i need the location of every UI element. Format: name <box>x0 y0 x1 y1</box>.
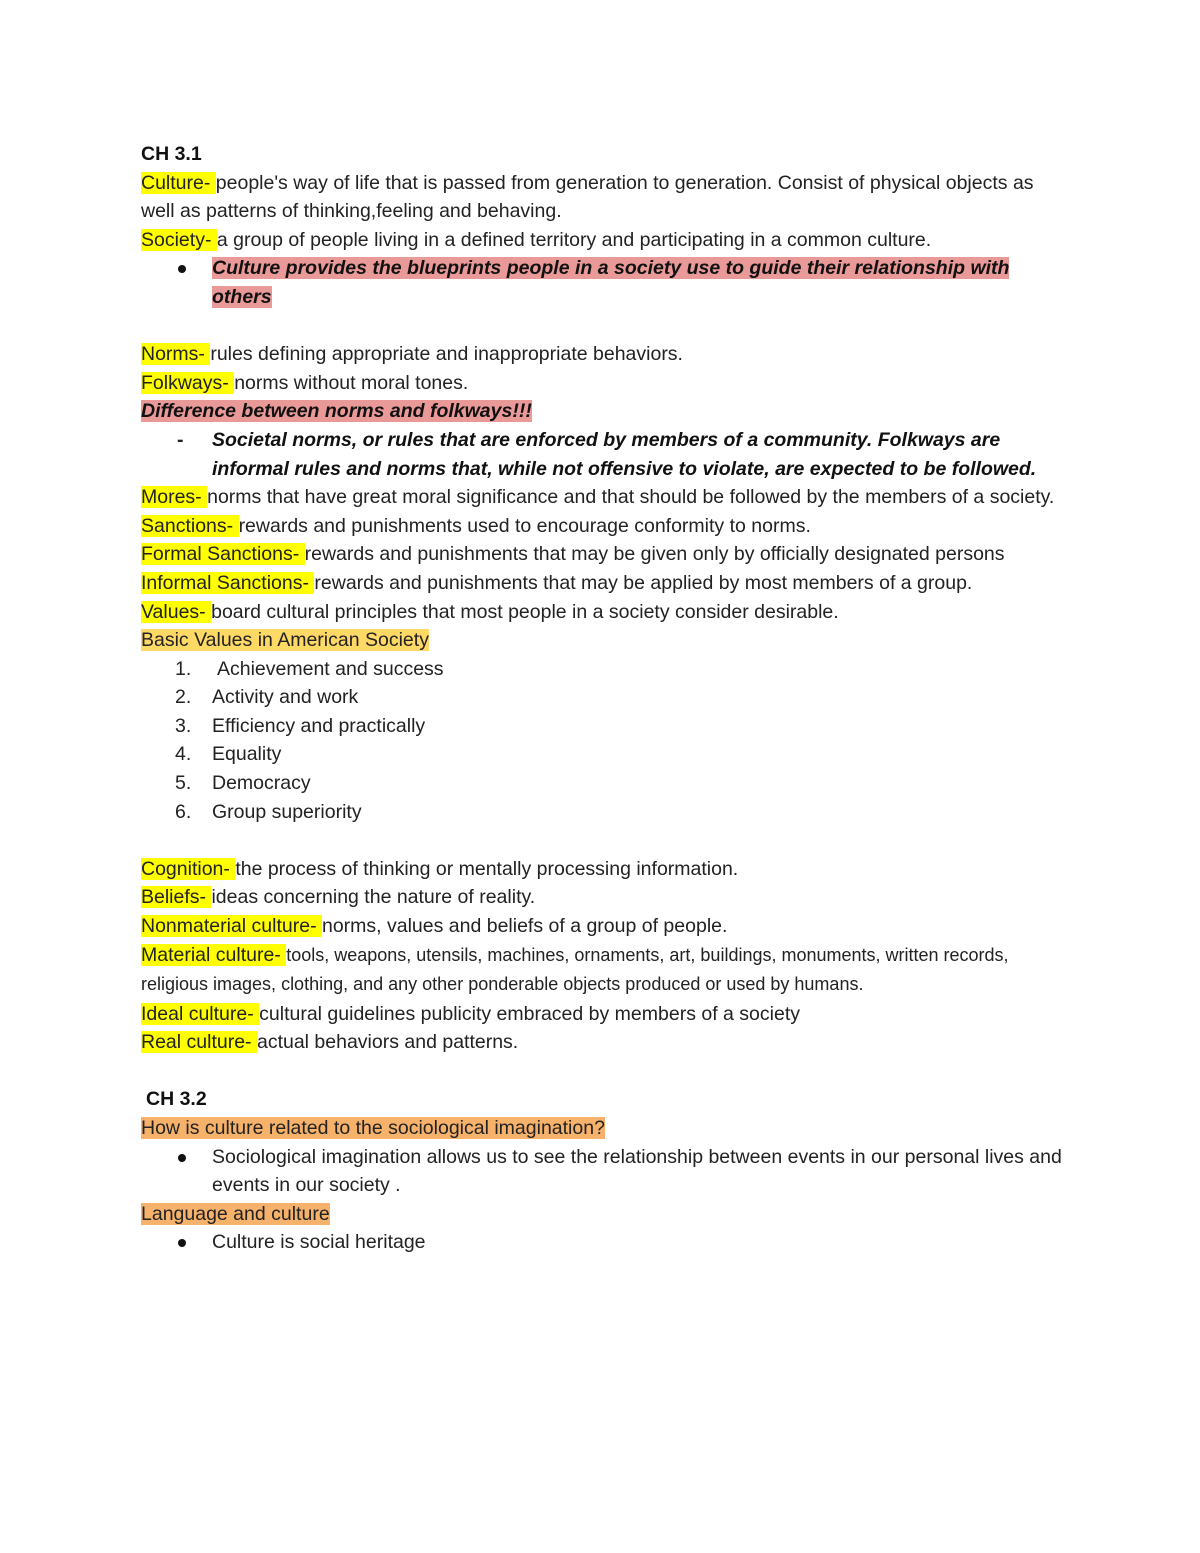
difference-heading <box>141 397 1071 426</box>
bullet-icon <box>178 1239 186 1247</box>
list-item: 4. Equality <box>175 743 282 766</box>
bullet-sociological-imagination: Sociological imagination allows us to see the relationship between events in our personal lives and events in our society . <box>212 1145 1062 1197</box>
term-society: Society- <box>141 228 217 251</box>
difference-text: Difference between norms and folkways!!! <box>141 400 532 423</box>
term-culture: Culture- <box>141 171 216 194</box>
list-item: 6. Group superiority <box>175 800 362 823</box>
list-item: 3. Efficiency and practically <box>175 714 426 737</box>
def-norms: rules defining appropriate and inappropriate behaviors. <box>210 343 683 366</box>
definition-cognition <box>141 855 1071 884</box>
def-sanctions: rewards and punishments used to encourage conformity to norms. <box>238 514 811 537</box>
term-norms: Norms- <box>141 343 211 366</box>
term-beliefs: Beliefs- <box>141 886 212 909</box>
dash-icon: - <box>177 428 184 451</box>
language-heading <box>141 1200 1071 1229</box>
definition-beliefs <box>141 883 1071 912</box>
difference-explanation: Societal norms, or rules that are enforced by members of a community. Folkways are informal rules and norms that, while not offensive to violate, are expected to be followed. <box>212 428 1037 480</box>
term-ideal: Ideal culture- <box>141 1002 260 1025</box>
bullet-icon <box>178 1154 186 1162</box>
def-real: actual behaviors and patterns. <box>256 1031 519 1054</box>
basic-values-heading <box>141 626 1071 655</box>
blank-line <box>141 1057 1071 1086</box>
list-item <box>141 1228 1071 1257</box>
list-item <box>141 254 1071 311</box>
def-material: tools, weapons, utensils, machines, ornaments, art, buildings, monuments, written records, religious images, clothing, and any other ponderable objects produced or used by humans. <box>141 944 1009 995</box>
def-mores: norms that have great moral significance and that should be followed by the members of a society. <box>207 486 1055 509</box>
bullet-blueprints: Culture provides the blueprints people in a society use to guide their relationship with others <box>212 257 1010 308</box>
def-society: a group of people living in a defined territory and participating in a common culture. <box>216 228 932 251</box>
definition-folkways <box>141 369 1071 398</box>
def-informal-sanctions: rewards and punishments that may be applied by most members of a group. <box>314 571 973 594</box>
definition-culture <box>141 169 1071 226</box>
term-mores: Mores- <box>141 486 208 509</box>
definition-informal-sanctions <box>141 569 1071 598</box>
definition-society <box>141 226 1071 255</box>
value-item: Activity and work <box>212 686 359 709</box>
definition-mores <box>141 483 1071 512</box>
list-item: 1. Achievement and success <box>175 657 444 680</box>
def-culture: people's way of life that is passed from generation to generation. Consist of physical objects as well as patterns of thinking,feeling and behaving. <box>141 171 1034 223</box>
list-item <box>141 426 1071 483</box>
bullet-icon <box>178 265 186 273</box>
def-cognition: the process of thinking or mentally processing information. <box>235 857 739 880</box>
definition-real <box>141 1028 1071 1057</box>
term-folkways: Folkways- <box>141 371 235 394</box>
blank-line <box>141 826 1071 855</box>
def-beliefs: ideas concerning the nature of reality. <box>211 886 536 909</box>
term-nonmaterial: Nonmaterial culture- <box>141 915 322 938</box>
def-values: board cultural principles that most people in a society consider desirable. <box>211 600 839 623</box>
value-item: Democracy <box>212 772 311 795</box>
definition-ideal <box>141 1000 1071 1029</box>
definition-values <box>141 598 1071 627</box>
def-formal-sanctions: rewards and punishments that may be given only by officially designated persons <box>304 543 1005 566</box>
document-content <box>141 140 1071 1257</box>
question-text: How is culture related to the sociological imagination? <box>141 1117 605 1139</box>
list-item: 5. Democracy <box>175 772 311 795</box>
definition-sanctions <box>141 512 1071 541</box>
def-ideal: cultural guidelines publicity embraced by members of a society <box>259 1002 800 1025</box>
def-nonmaterial: norms, values and beliefs of a group of people. <box>321 915 728 938</box>
value-item: Efficiency and practically <box>212 714 426 737</box>
value-item: Equality <box>212 743 282 766</box>
list-item: 2. Activity and work <box>175 686 359 709</box>
def-folkways: norms without moral tones. <box>234 371 469 394</box>
blank-line <box>141 312 1071 341</box>
section-heading-ch32: CH 3.2 <box>146 1088 207 1111</box>
bullet-social-heritage: Culture is social heritage <box>212 1231 426 1254</box>
value-item: Group superiority <box>212 800 362 823</box>
question-heading <box>141 1114 1071 1143</box>
term-cognition: Cognition- <box>141 857 236 880</box>
term-sanctions: Sanctions- <box>141 514 239 537</box>
definition-norms <box>141 340 1071 369</box>
value-item: Achievement and success <box>217 657 444 680</box>
basic-values-text: Basic Values in American Society <box>141 629 429 652</box>
list-item <box>141 1143 1071 1200</box>
term-values: Values- <box>141 600 212 623</box>
section-heading-ch31: CH 3.1 <box>141 143 202 165</box>
term-real: Real culture- <box>141 1031 257 1054</box>
term-informal-sanctions: Informal Sanctions- <box>141 571 315 594</box>
definition-material <box>141 941 1071 1000</box>
term-material: Material culture- <box>141 943 287 966</box>
definition-formal-sanctions <box>141 540 1071 569</box>
definition-nonmaterial <box>141 912 1071 941</box>
term-formal-sanctions: Formal Sanctions- <box>141 543 305 566</box>
language-text: Language and culture <box>141 1202 330 1225</box>
